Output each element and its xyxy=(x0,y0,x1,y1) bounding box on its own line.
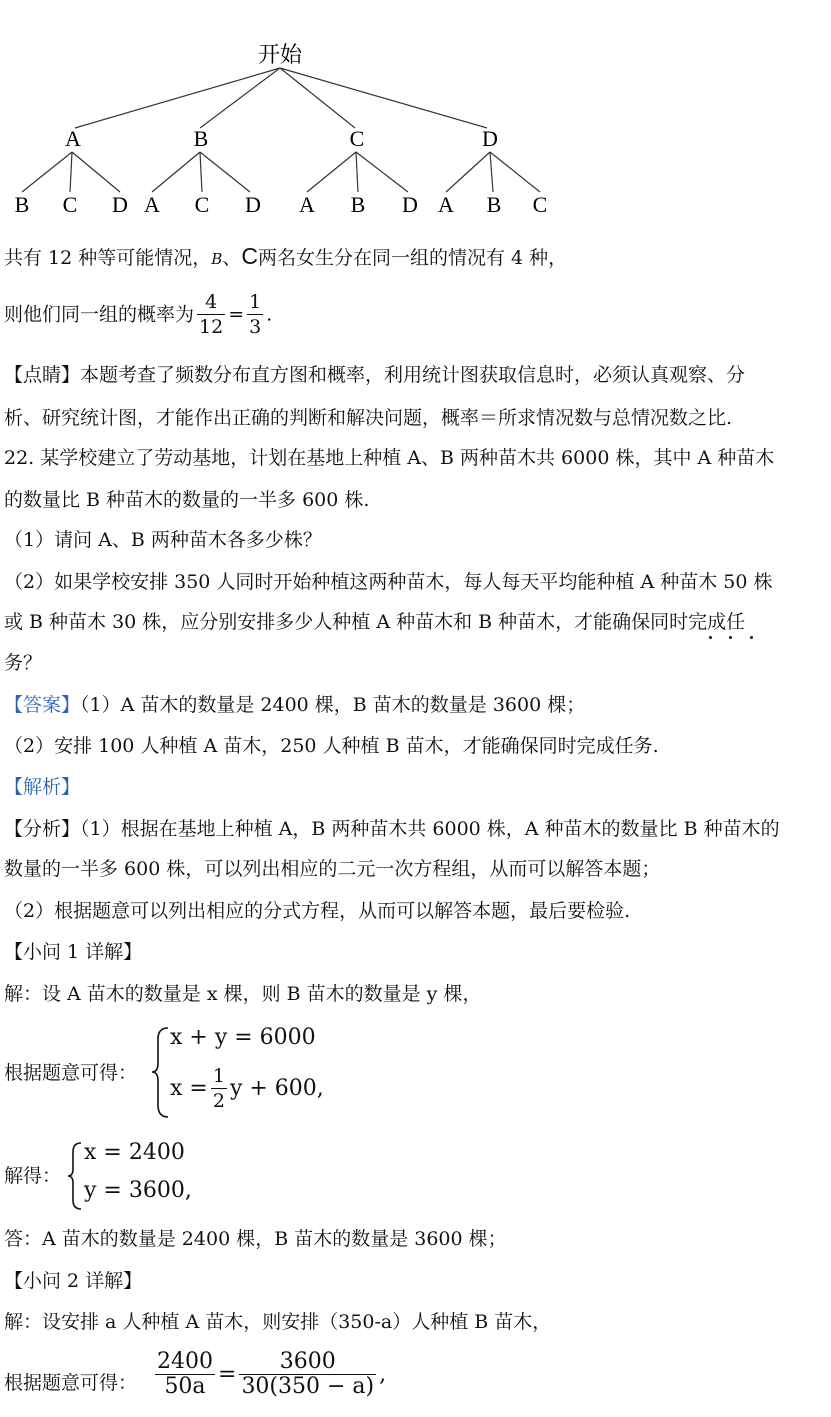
system-1-label: 根据题意可得： xyxy=(4,1062,138,1084)
tree-leaf: C xyxy=(532,192,548,217)
answer-1-conclusion: 答：A 苗木的数量是 2400 棵，B 苗木的数量是 3600 棵； xyxy=(4,1228,507,1250)
fraction: $\frac{2400}{50a}$ xyxy=(157,1349,213,1399)
question-22-line-2: 的数量比 B 种苗木的数量的一半多 600 株. xyxy=(4,489,370,511)
brace-icon xyxy=(150,1025,172,1120)
tree-leaf: A xyxy=(144,192,160,217)
dianjing-line-1: 【点睛】本题考查了频数分布直方图和概率，利用统计图获取信息时，必须认真观察、分 xyxy=(4,364,746,386)
tree-node-b: B xyxy=(193,126,209,151)
dianjing-line-2: 析、研究统计图，才能作出正确的判断和解决问题，概率＝所求情况数与总情况数之比. xyxy=(4,407,733,429)
emphasis-dot xyxy=(729,636,732,639)
question-22-part-2-line-2: 或 B 种苗木 30 株，应分别安排多少人种植 A 种苗木和 B 种苗木，才能确保同时完成任 xyxy=(4,611,746,633)
system-2-equation-2: y = 3600, xyxy=(84,1178,192,1203)
question-22-part-2-line-1: （2）如果学校安排 350 人同时开始种植这两种苗木，每人每天平均能种植 A 种苗木 50 株 xyxy=(4,571,773,593)
analysis-tag: 【解析】 xyxy=(4,776,81,798)
tree-leaf: C xyxy=(194,192,210,217)
tree-diagram xyxy=(0,0,831,220)
emphasis-dot xyxy=(750,636,753,639)
tree-leaf: A xyxy=(438,192,454,217)
solution-1-setup: 解：设 A 苗木的数量是 x 棵，则 B 苗木的数量是 y 棵， xyxy=(4,983,482,1005)
answer-line-2: （2）安排 100 人种植 A 苗木，250 人种植 B 苗木，才能确保同时完成任务. xyxy=(4,735,659,757)
answer-tag: 【答案】 xyxy=(4,694,81,716)
result-line: 共有 12 种等可能情况，B、C两名女生分在同一组的情况有 4 种， xyxy=(4,243,568,269)
fraction: $\frac{4}{12}$ xyxy=(199,291,224,338)
fraction: $\frac{1}{3}$ xyxy=(249,291,262,338)
subquestion-2-title: 【小问 2 详解】 xyxy=(4,1270,143,1292)
solution-2-setup: 解：设安排 a 人种植 A 苗木，则安排（350-a）人种植 B 苗木， xyxy=(4,1311,552,1333)
tree-leaf: A xyxy=(299,192,315,217)
fenxi-line-1: 【分析】（1）根据在基地上种植 A，B 两种苗木共 6000 株，A 种苗木的数量比 B 种苗木的 xyxy=(4,818,780,840)
brace-icon xyxy=(66,1140,84,1212)
fraction: $\frac{1}{2}$ xyxy=(212,1065,225,1112)
fraction-equation: $\frac{2400}{50a}$ = $\frac{3600}{30(350 - a)}$ , xyxy=(157,1349,387,1399)
fraction-equation-label: 根据题意可得： xyxy=(4,1372,138,1394)
answer-line-1: 【答案】（1）A 苗木的数量是 2400 棵，B 苗木的数量是 3600 棵； xyxy=(4,694,586,716)
tree-root: 开始 xyxy=(257,43,303,68)
tree-node-a: A xyxy=(65,126,81,151)
emphasis-dot xyxy=(709,636,712,639)
tree-leaf: D xyxy=(402,192,418,217)
system-1-equation-2: x = $\frac{1}{2}$ y + 600, xyxy=(170,1065,324,1112)
subquestion-1-title: 【小问 1 详解】 xyxy=(4,941,143,963)
tree-leaf: C xyxy=(62,192,78,217)
fenxi-line-2: 数量的一半多 600 株，可以列出相应的二元一次方程组，从而可以解答本题； xyxy=(4,858,661,880)
question-22-part-2-line-3: 务？ xyxy=(4,652,43,674)
tree-leaf: D xyxy=(112,192,128,217)
question-22-line-1: 22. 某学校建立了劳动基地，计划在基地上种植 A、B 两种苗木共 6000 株，其中 A 种苗木 xyxy=(4,447,775,469)
question-22-part-1: （1）请问 A、B 两种苗木各多少株？ xyxy=(4,529,322,551)
system-1-equation-1: x + y = 6000 xyxy=(170,1025,316,1050)
tree-leaf: B xyxy=(350,192,366,217)
system-2-equation-1: x = 2400 xyxy=(84,1140,185,1165)
fenxi-line-3: （2）根据题意可以列出相应的分式方程，从而可以解答本题，最后要检验. xyxy=(4,900,631,922)
tree-leaf: B xyxy=(486,192,502,217)
probability-line: 则他们同一组的概率为 $\frac{4}{12}$ = $\frac{1}{3}$ . xyxy=(4,291,273,338)
fraction: $\frac{3600}{30(350 - a)}$ xyxy=(241,1349,375,1399)
tree-leaf: D xyxy=(245,192,261,217)
system-2-label: 解得： xyxy=(4,1165,62,1187)
tree-node-d: D xyxy=(482,126,498,151)
tree-leaf: B xyxy=(14,192,30,217)
tree-node-c: C xyxy=(349,126,365,151)
